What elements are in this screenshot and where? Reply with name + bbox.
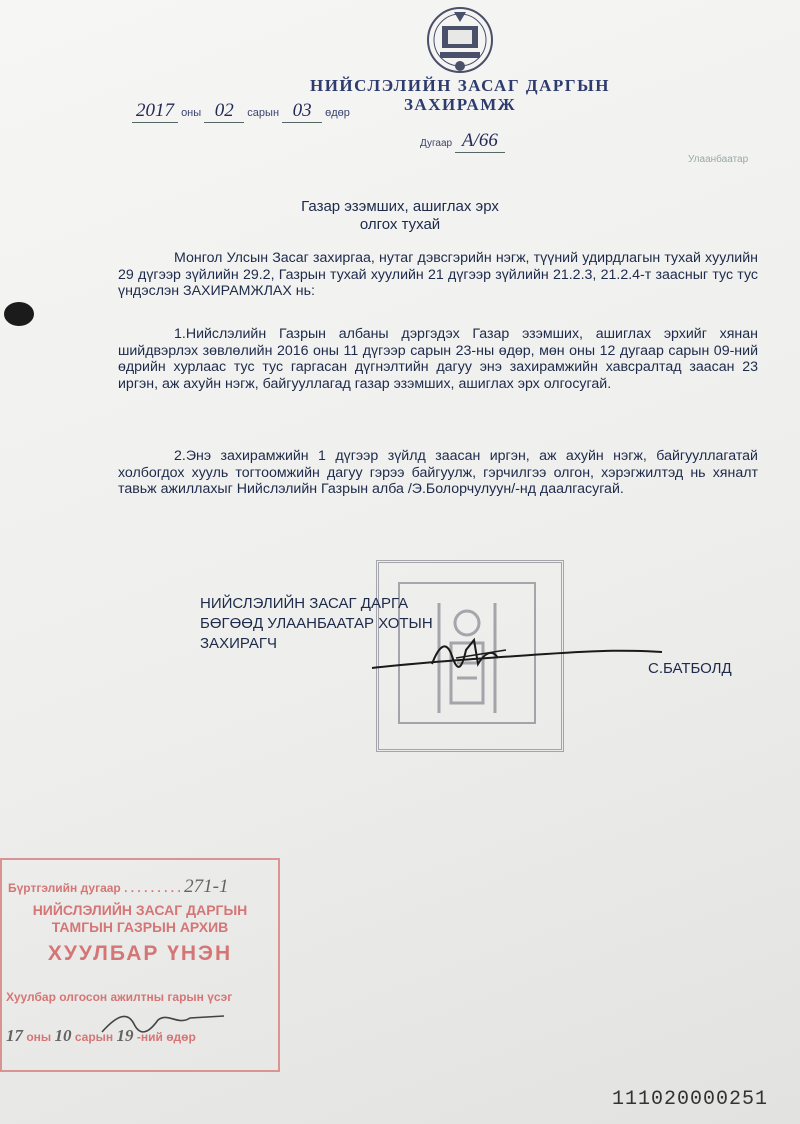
signatory-name: С.БАТБОЛД (648, 660, 732, 677)
signatory-title-line1: НИЙСЛЭЛИЙН ЗАСАГ ДАРГА (200, 595, 409, 612)
stamp-reg-row (8, 876, 228, 898)
decree-number (420, 130, 505, 153)
stamp-org-line2: ТАМГЫН ГАЗРЫН АРХИВ (51, 919, 229, 935)
stamp-certified-copy: ХУУЛБАР ҮНЭН (47, 942, 233, 965)
stamp-date (6, 1026, 196, 1046)
stamp-reg-dots: . . . . . . . . . (124, 881, 181, 895)
date-day: 03 (292, 100, 312, 121)
stamp-month-label: сарын (74, 1030, 114, 1044)
day-label: өдөр (325, 107, 350, 119)
document-code: 111020000251 (612, 1088, 769, 1111)
stamp-date-month: 10 (54, 1026, 72, 1045)
archive-copy-stamp (0, 858, 280, 1072)
stamp-org (2, 902, 278, 936)
issuer-title-line1: НИЙСЛЭЛИЙН ЗАСАГ ДАРГЫН (309, 76, 610, 95)
subject-line1: Газар эзэмших, ашиглах эрх (301, 198, 499, 215)
state-emblem-icon (412, 4, 508, 74)
year-label: оны (181, 107, 202, 119)
date-month: 02 (214, 100, 234, 121)
punch-hole (4, 302, 34, 326)
stamp-day-label: -ний өдөр (136, 1030, 196, 1044)
stamp-issuer-label: Хуулбар олгосон ажилтны гарын үсэг (6, 990, 233, 1004)
signatory-title-line2: БӨГӨӨД УЛААНБААТАР ХОТЫН (200, 615, 433, 632)
stamp-reg-label: Бүртгэлийн дугаар (8, 881, 121, 895)
number-value: А/66 (461, 130, 498, 151)
intro-paragraph: Монгол Улсын Засаг захиргаа, нутаг дэвсгэрийн нэгж, түүний удирдлагын тухай хуулийн 29 дүгээр зүйлийн 29.2, Газрын тухай хуулийн 21 дүгээр зүйлийн 21.2.3, 21.2.4-т заасныг тус тус үндэслэн ЗАХИРАМЖЛАХ нь: (118, 250, 758, 300)
handwritten-signature (366, 628, 666, 688)
decree-subject (250, 198, 550, 234)
item-1-paragraph: 1.Нийслэлийн Газрын албаны дэргэдэх Газар эзэмших, ашиглах эрхийг хянан шийдвэрлэх зөвлөлийн 2016 оны 11 дүгээр сарын 23-ны өдөр, мөн оны 12 дугаар сарын 09-ний өдрийн хурлаас тус тус гаргасан дүгнэлтийн дагуу энэ захирамжийн хавсралтад заасан 23 иргэн, аж ахуйн нэгж, байгууллагад газар эзэмших, ашиглах эрх олгосугай. (118, 326, 758, 392)
stamp-date-day: 19 (116, 1026, 134, 1045)
signatory-title-line3: ЗАХИРАГЧ (200, 635, 277, 652)
stamp-reg-number: 271-1 (184, 876, 229, 897)
issue-location: Улаанбаатар (688, 154, 749, 165)
month-label: сарын (247, 107, 280, 119)
issue-date (132, 100, 350, 140)
stamp-org-line1: НИЙСЛЭЛИЙН ЗАСАГ ДАРГЫН (32, 902, 248, 918)
issuer-title-line2: ЗАХИРАМЖ (403, 95, 517, 114)
item-2-paragraph: 2.Энэ захирамжийн 1 дүгээр зүйлд заасан иргэн, аж ахуйн нэгж, байгууллагатай холбогдох хууль тогтоомжийн дагуу гэрээ байгуулж, гэрчилгээ олгон, хэрэгжилтэд нь хяналт тавьж ажиллахыг Нийслэлийн Газрын алба /Э.Болорчулуун/-нд даалгасугай. (118, 448, 758, 498)
stamp-date-year: 17 (6, 1026, 23, 1045)
date-year: 2017 (136, 100, 174, 121)
stamp-year-label: оны (26, 1030, 52, 1044)
subject-line2: олгох тухай (359, 216, 441, 233)
number-label: Дугаар (420, 138, 453, 149)
